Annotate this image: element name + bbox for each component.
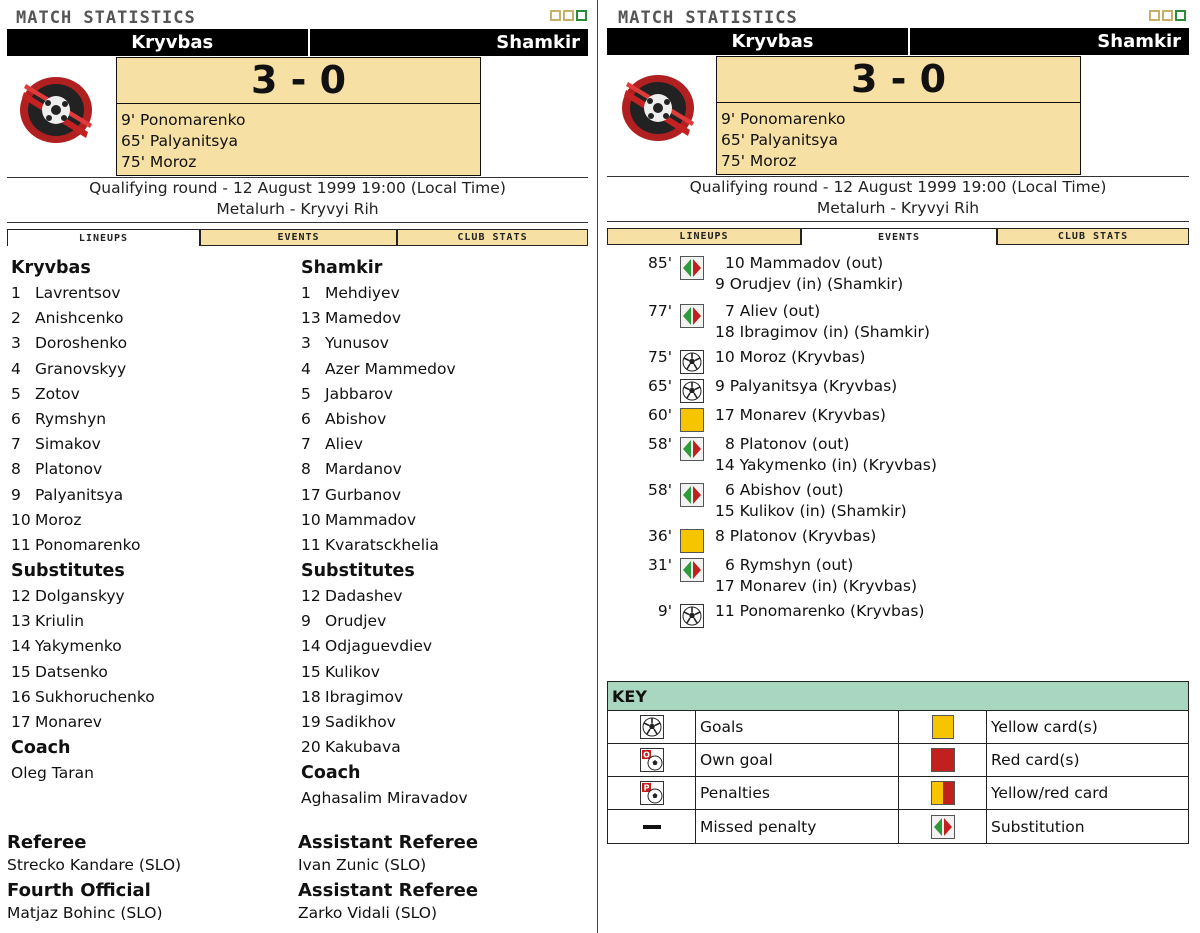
square-icon [576,10,587,21]
goal-icon [680,350,704,374]
key-label: Goals [696,711,899,743]
player-number: 2 [11,309,21,328]
home-team-name: Kryvbas [7,29,310,56]
score-display: 3 - 0 [716,56,1081,103]
player-row [11,306,291,331]
player-name: Sukhoruchenko [35,687,155,706]
substitutes-heading: Substitutes [301,561,415,582]
player-number: 8 [11,460,21,479]
event-description-secondary: 18 Ibragimov (in) (Shamkir) [715,323,930,341]
substitution-icon [680,558,704,582]
away-lineup [301,255,591,811]
player-name: Palyanitsya [35,485,124,504]
player-row [301,357,591,382]
key-label: Substitution [991,817,1085,836]
event-minute: 31' [648,556,672,574]
player-row [301,508,591,533]
player-number: 12 [11,587,31,606]
player-row [11,382,291,407]
player-row [11,281,291,306]
event-minute: 65' [648,377,672,395]
player-name: Abishov [325,409,387,428]
home-team-name: Kryvbas [607,28,910,55]
assistant-referee-heading: Assistant Referee [298,832,479,853]
player-number: 17 [301,485,321,504]
player-number: 11 [301,535,321,554]
player-number: 14 [11,637,31,656]
yellow-card-icon [680,408,704,432]
scorer-entry: 75' Moroz [121,153,197,171]
player-name: Kriulin [35,612,85,631]
player-row [11,508,291,533]
player-row [301,331,591,356]
coach-heading: Coach [301,763,361,784]
player-row [11,357,291,382]
match-venue: Metalurh - Kryvyi Rih [816,199,980,217]
player-name: Lavrentsov [35,284,121,302]
tab-bar [7,229,588,246]
tab-lineups[interactable]: LINEUPS [607,228,801,245]
event-description: 7 Aliev (out) [725,302,821,320]
player-name: Dadashev [325,587,403,606]
player-name: Kulikov [325,662,380,681]
home-lineup [11,255,291,786]
away-team-name: Shamkir [1097,31,1181,52]
player-row [301,407,591,432]
event-description-secondary: 17 Monarev (in) (Kryvbas) [715,577,918,595]
event-description: 10 Mammadov (out) [725,254,884,272]
player-number: 7 [301,435,311,454]
square-icon [550,10,561,21]
key-title: KEY [608,682,1188,711]
match-round-date: Qualifying round - 12 August 1999 19:00 (Local Time) [689,178,1107,196]
square-icon [1149,10,1160,21]
player-number: 8 [301,460,311,479]
player-row [301,281,591,306]
player-name: Yunusov [325,334,389,353]
officials-right [298,832,593,924]
player-name: Dolganskyy [35,587,125,606]
scorer-entry: 65' Palyanitsya [721,131,838,149]
key-table [607,681,1189,844]
scorer-entry: 75' Moroz [721,152,797,170]
player-name: Moroz [35,510,82,529]
yellow-card-icon [680,529,704,553]
player-number: 5 [11,384,21,403]
player-row [301,432,591,457]
substitution-icon [680,304,704,328]
player-number: 5 [301,384,311,403]
player-name: Azer Mammedov [325,359,456,378]
key-label: Yellow/red card [991,784,1109,802]
team-header-bar [607,28,1189,55]
player-number: 16 [11,687,31,706]
player-name: Mamedov [325,309,402,328]
match-round-date: Qualifying round - 12 August 1999 19:00 (Local Time) [89,179,506,197]
event-minute: 75' [648,348,672,366]
square-icon [1175,10,1186,21]
player-number: 6 [11,409,21,428]
own-goal-icon [640,748,664,772]
substitution-icon [680,483,704,507]
player-number: 18 [301,687,321,706]
assistant-referee-name: Ivan Zunic (SLO) [298,856,427,874]
player-number: 4 [301,359,311,378]
player-row [11,407,291,432]
player-row [11,533,291,558]
match-statistics-title: MATCH STATISTICS [16,8,196,28]
event-description: 11 Ponomarenko (Kryvbas) [715,602,925,620]
player-name: Kvaratsckhelia [325,535,439,554]
player-number: 12 [301,587,321,606]
player-row [11,660,291,685]
square-icon [563,10,574,21]
scorer-entry: 9' Ponomarenko [121,111,246,129]
event-description: 17 Monarev (Kryvbas) [715,406,886,424]
player-row [11,331,291,356]
player-row [11,685,291,710]
event-minute: 60' [648,406,672,424]
player-number: 10 [301,510,321,529]
player-name: Jabbarov [325,384,393,403]
event-minute: 58' [648,435,672,453]
event-description: 9 Palyanitsya (Kryvbas) [715,377,898,395]
player-number: 15 [11,662,31,681]
coach-heading: Coach [11,738,71,759]
key-label: Yellow card(s) [991,718,1098,736]
tab-lineups[interactable]: LINEUPS [7,229,200,246]
club-crest-icon [618,70,698,146]
player-row [301,306,591,331]
scorer-entry: 65' Palyanitsya [121,132,238,150]
key-row [608,711,1188,744]
yellow-card-icon [932,715,954,739]
away-team-name: Shamkir [496,32,580,53]
player-row [301,685,591,710]
player-number: 17 [11,713,31,731]
player-number: 9 [301,612,311,631]
match-statistics-title: MATCH STATISTICS [618,8,798,28]
player-row [301,483,591,508]
assistant-referee-heading: Assistant Referee [298,880,479,901]
red-card-icon [931,748,955,772]
officials-left [7,832,292,924]
key-label: Own goal [696,744,899,776]
player-name: Yakymenko [35,637,122,656]
player-name: Granovskyy [35,359,127,378]
substitution-icon [931,815,955,839]
player-row [301,609,591,634]
svg-text:O: O [642,750,650,760]
svg-text:P: P [643,783,649,793]
goal-icon [680,379,704,403]
player-row [301,710,591,735]
substitution-icon [680,437,704,461]
player-name: Gurbanov [325,485,402,504]
key-label: Red card(s) [991,751,1080,769]
player-name: Datsenko [35,662,108,681]
player-row [11,609,291,634]
player-number: 20 [301,738,321,757]
scorers-list [716,103,1081,175]
player-name: Ponomarenko [35,535,141,554]
tab-bar [607,228,1189,245]
player-row [301,735,591,760]
event-minute: 9' [657,602,672,620]
player-name: Kakubava [325,738,401,757]
lineups-panel [0,0,597,933]
scorer-entry: 9' Ponomarenko [721,110,846,128]
referee-name: Strecko Kandare (SLO) [7,856,182,874]
panel-divider [597,0,598,933]
event-minute: 58' [648,481,672,499]
lineup-team-heading: Kryvbas [11,258,91,278]
event-description: 8 Platonov (Kryvbas) [715,527,877,545]
player-row [301,457,591,482]
event-description: 6 Rymshyn (out) [725,556,854,574]
event-minute: 77' [648,302,672,320]
referee-heading: Referee [7,832,87,853]
goal-icon [680,604,704,628]
event-minute: 85' [648,254,672,272]
player-number: 11 [11,535,31,554]
event-description: 6 Abishov (out) [725,481,844,499]
player-row [301,634,591,659]
key-row [608,777,1188,810]
player-name: Odjaguevdiev [325,637,433,656]
goal-icon [640,715,664,739]
fourth-official-heading: Fourth Official [7,880,151,901]
substitution-icon [680,256,704,280]
player-number: 3 [11,334,21,353]
player-row [301,533,591,558]
match-info [607,177,1189,219]
event-description-secondary: 14 Yakymenko (in) (Kryvbas) [715,456,937,474]
player-row [11,432,291,457]
event-description: 8 Platonov (out) [725,435,850,453]
key-label: Penalties [696,777,899,809]
player-number: 6 [301,409,311,428]
event-minute: 36' [648,527,672,545]
player-name: Doroshenko [35,334,128,353]
player-name: Anishcenko [35,309,124,328]
club-crest-icon [16,72,96,148]
assistant-referee-name: Zarko Vidali (SLO) [298,904,437,922]
match-info [7,178,588,220]
player-row [11,483,291,508]
key-row [608,810,1188,843]
player-name: Aliev [325,435,363,454]
tab-events[interactable]: EVENTS [801,228,997,245]
player-name: Rymshyn [35,409,107,428]
player-name: Mardanov [325,460,402,479]
player-number: 15 [301,662,321,681]
player-row [301,584,591,609]
tab-club-stats[interactable]: CLUB STATS [397,229,588,246]
scorers-list [116,104,481,176]
player-row [301,660,591,685]
player-name: Sadikhov [325,713,396,731]
player-number: 19 [301,713,321,731]
player-number: 1 [301,284,311,302]
player-number: 13 [301,309,321,328]
event-description: 10 Moroz (Kryvbas) [715,348,866,366]
event-description-secondary: 9 Orudjev (in) (Shamkir) [715,275,904,293]
player-name: Mehdiyev [325,284,400,302]
yellow-red-card-icon [931,781,955,805]
player-name: Monarev [35,713,102,731]
coach-name: Oleg Taran [11,764,94,783]
tab-events[interactable]: EVENTS [200,229,397,246]
player-name: Mammadov [325,510,417,529]
square-icon [1162,10,1173,21]
player-number: 1 [11,284,21,302]
key-label: Missed penalty [696,810,899,843]
team-header-bar [7,29,588,56]
player-name: Zotov [35,384,80,403]
player-row [11,457,291,482]
window-squares [550,10,587,21]
player-number: 9 [11,485,21,504]
player-number: 3 [301,334,311,353]
missed-penalty-icon [640,815,664,839]
substitutes-heading: Substitutes [11,561,125,582]
player-row [301,382,591,407]
player-number: 14 [301,637,321,656]
score-display: 3 - 0 [116,57,481,104]
player-name: Ibragimov [325,687,404,706]
match-venue: Metalurh - Kryvyi Rih [216,200,379,218]
penalty-icon [640,781,664,805]
lineup-team-heading: Shamkir [301,258,383,278]
player-name: Simakov [35,435,101,454]
player-number: 4 [11,359,21,378]
key-row [608,744,1188,777]
player-row [11,584,291,609]
player-number: 10 [11,510,31,529]
fourth-official-name: Matjaz Bohinc (SLO) [7,904,163,922]
tab-club-stats[interactable]: CLUB STATS [997,228,1189,245]
player-row [11,634,291,659]
window-squares [1149,10,1186,21]
divider [607,221,1189,222]
divider [7,222,588,223]
player-row [11,710,291,735]
player-name: Platonov [35,460,103,479]
player-number: 7 [11,435,21,454]
player-name: Orudjev [325,612,387,631]
player-number: 13 [11,612,31,631]
coach-name: Aghasalim Miravadov [301,789,468,808]
event-description-secondary: 15 Kulikov (in) (Shamkir) [715,502,907,520]
